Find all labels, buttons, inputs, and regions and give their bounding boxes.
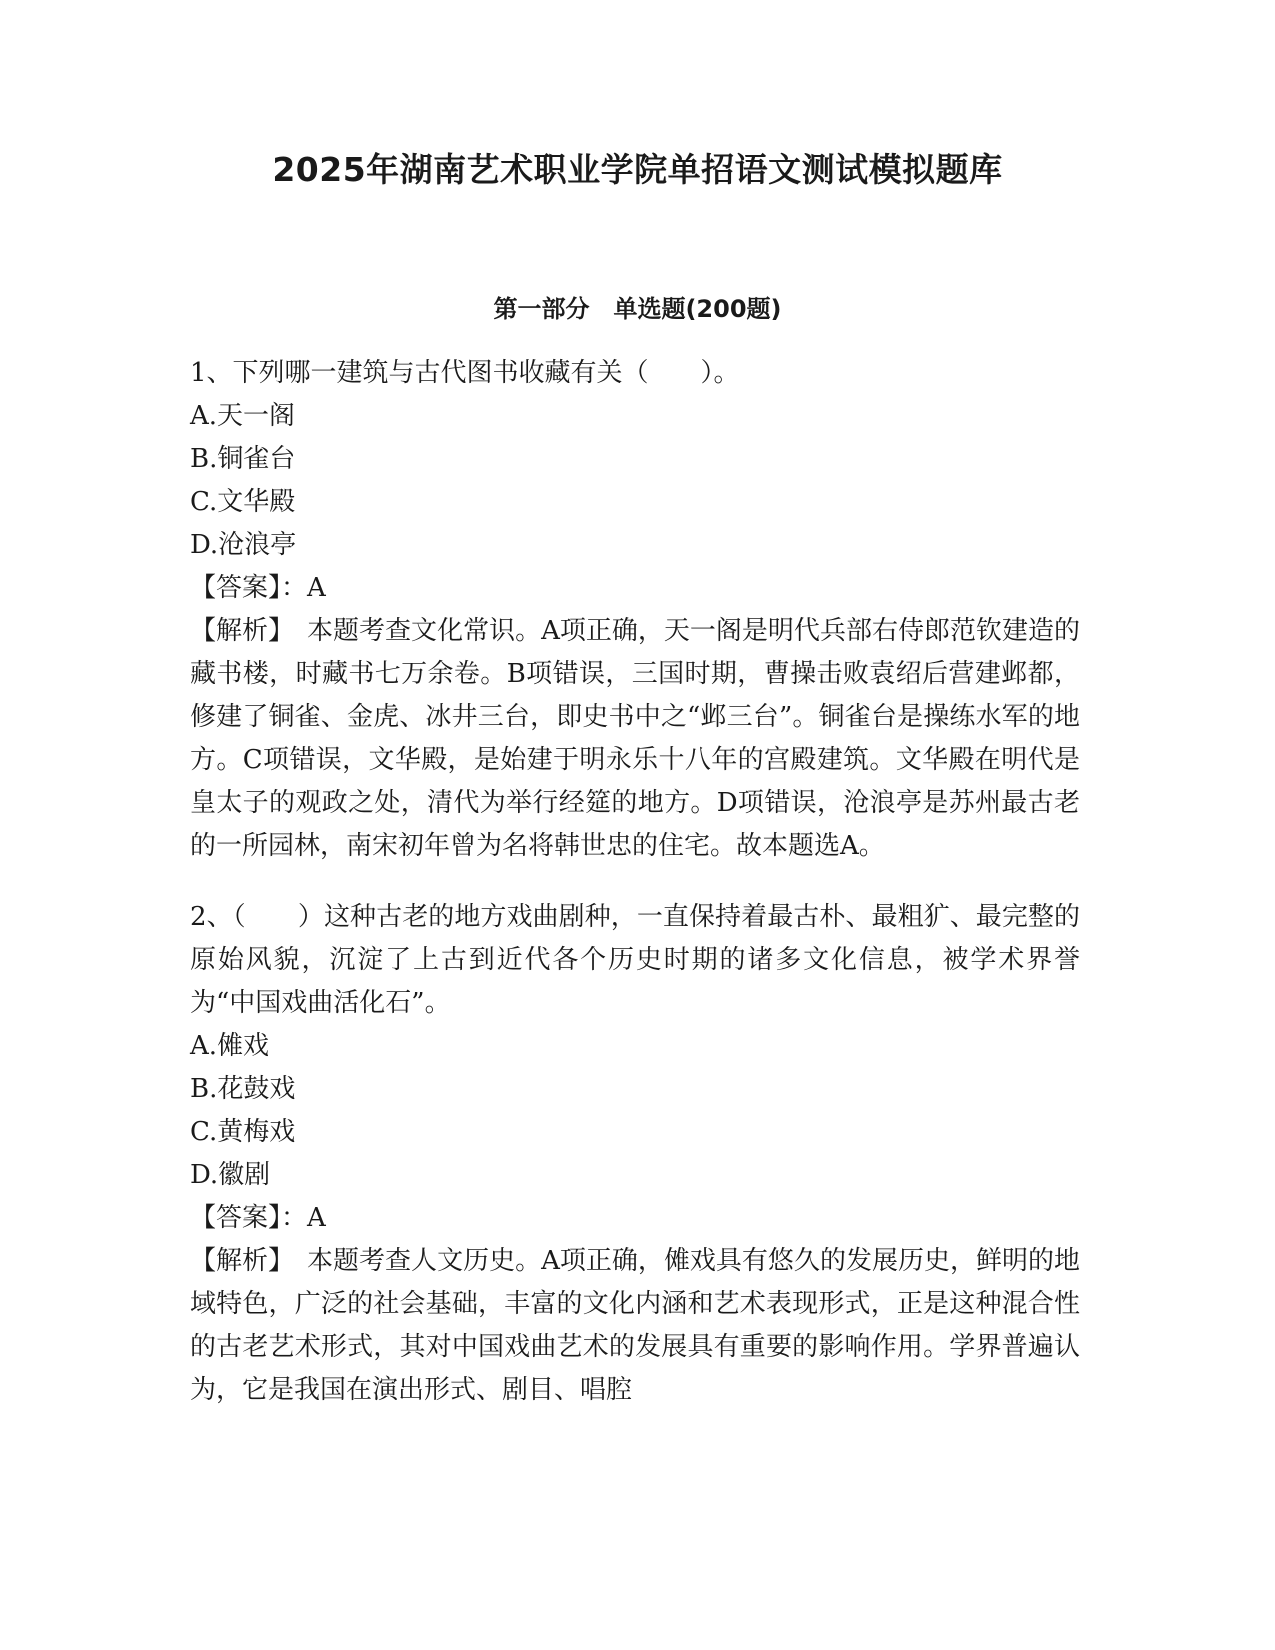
option-b: B.铜雀台 [190,444,296,474]
option-a: A.天一阁 [190,401,296,431]
answer: 【答案】：A [190,1203,326,1233]
option-c: C.黄梅戏 [190,1117,296,1147]
option-c: C.文华殿 [190,487,296,517]
option-d: D.徽剧 [190,1160,271,1190]
analysis: 【解析】 本题考查人文历史。A项正确，傩戏具有悠久的发展历史，鲜明的地域特色，广泛的社会基础，丰富的文化内涵和艺术表现形式，正是这种混合性的古老艺术形式，其对中国戏曲艺术的发展具有重要的影响作用。学界普遍认为，它是我国在演出形式、剧目、唱腔 [190,1246,1080,1405]
option-a: A.傩戏 [190,1031,270,1061]
question-item [190,896,1080,1412]
option-d: D.沧浪亭 [190,530,297,560]
option-b: B.花鼓戏 [190,1074,296,1104]
question-stem: 1、下列哪一建筑与古代图书收藏有关（ ）。 [190,358,740,388]
question-item [190,352,1080,868]
analysis: 【解析】 本题考查文化常识。A项正确，天一阁是明代兵部右侍郎范钦建造的藏书楼，时藏书七万余卷。B项错误，三国时期，曹操击败袁绍后营建邺都，修建了铜雀、金虎、冰井三台，即史书中之“邺三台”。铜雀台是操练水军的地方。C项错误，文华殿，是始建于明永乐十八年的宫殿建筑。文华殿在明代是皇太子的观政之处，清代为举行经筵的地方。D项错误，沧浪亭是苏州最古老的一所园林，南宋初年曾为名将韩世忠的住宅。故本题选A。 [190,616,1080,861]
question-list [190,352,1080,1412]
section-title: 第一部分 单选题(200题) [493,295,782,323]
question-stem: 2、（ ）这种古老的地方戏曲剧种，一直保持着最古朴、最粗犷、最完整的原始风貌，沉淀了上古到近代各个历史时期的诸多文化信息，被学术界誉为“中国戏曲活化石”。 [190,902,1080,1018]
document-title: 2025年湖南艺术职业学院单招语文测试模拟题库 [272,150,1003,189]
answer: 【答案】：A [190,573,326,603]
